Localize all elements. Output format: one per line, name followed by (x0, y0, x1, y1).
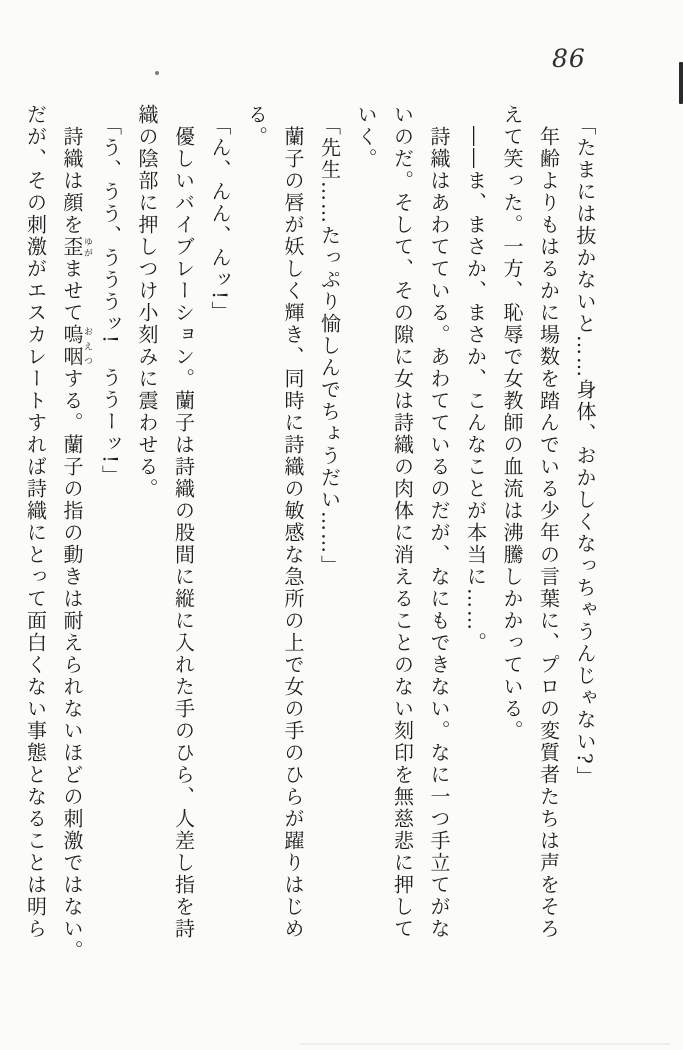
scan-edge-artifact (679, 62, 683, 104)
scan-dot-artifact (155, 71, 159, 75)
text-line: だが、その刺激がエスカレートすれば詩織にとって面白くない事態となることは明ら (23, 104, 48, 940)
text-line: いく。 (354, 104, 378, 170)
text-line: ――ま、まさか、まさか、こんなことが本当に……。 (463, 126, 488, 654)
text-line: 「う、うう、うううッ! ううーッ!」 (98, 115, 123, 488)
text-line: 詩織は顔を歪ゆがませて嗚咽おえつする。蘭子の指の動きは耐えられないほどの刺激ではない。 (60, 126, 92, 962)
text-line: いのだ。そして、その隙に女は詩織の肉体に消えることのない刻印を無慈悲に押して (390, 104, 415, 940)
text-line: 織の陰部に押しつけ小刻みに震わせる。 (135, 104, 159, 500)
text-line: 「先生……たっぷり愉しんでちょうだい……」 (317, 115, 342, 577)
text-block (17, 104, 603, 989)
text-line: 「たまには抜かないと……身体、おかしくなっちゃうんじゃない?」 (573, 115, 597, 788)
text-line: 詩織はあわてている。あわてているのだが、なにもできない。なに一つ手立てがな (427, 126, 451, 940)
scan-smudge-artifact (300, 1043, 670, 1045)
text-line: 「ん、んん、んッ!」 (208, 115, 232, 324)
text-line: 優しいバイブレーション。蘭子は詩織の股間に縦に入れた手のひら、人差し指を詩 (171, 126, 196, 940)
text-line: 年齢よりもはるかに場数を踏んでいる少年の言葉に、プロの変質者たちは声をそろ (536, 126, 561, 940)
text-line: る。 (244, 104, 269, 148)
page-number: 86 (552, 44, 586, 73)
furigana: 嗚咽おえつ (60, 324, 92, 368)
text-line: 蘭子の唇が妖しく輝き、同時に詩織の敏感な急所の上で女の手のひらが躍りはじめ (281, 126, 305, 940)
text-line: えて笑った。一方、恥辱で女教師の血流は沸騰しかかっている。 (500, 104, 524, 742)
furigana: 歪ゆが (60, 236, 92, 258)
